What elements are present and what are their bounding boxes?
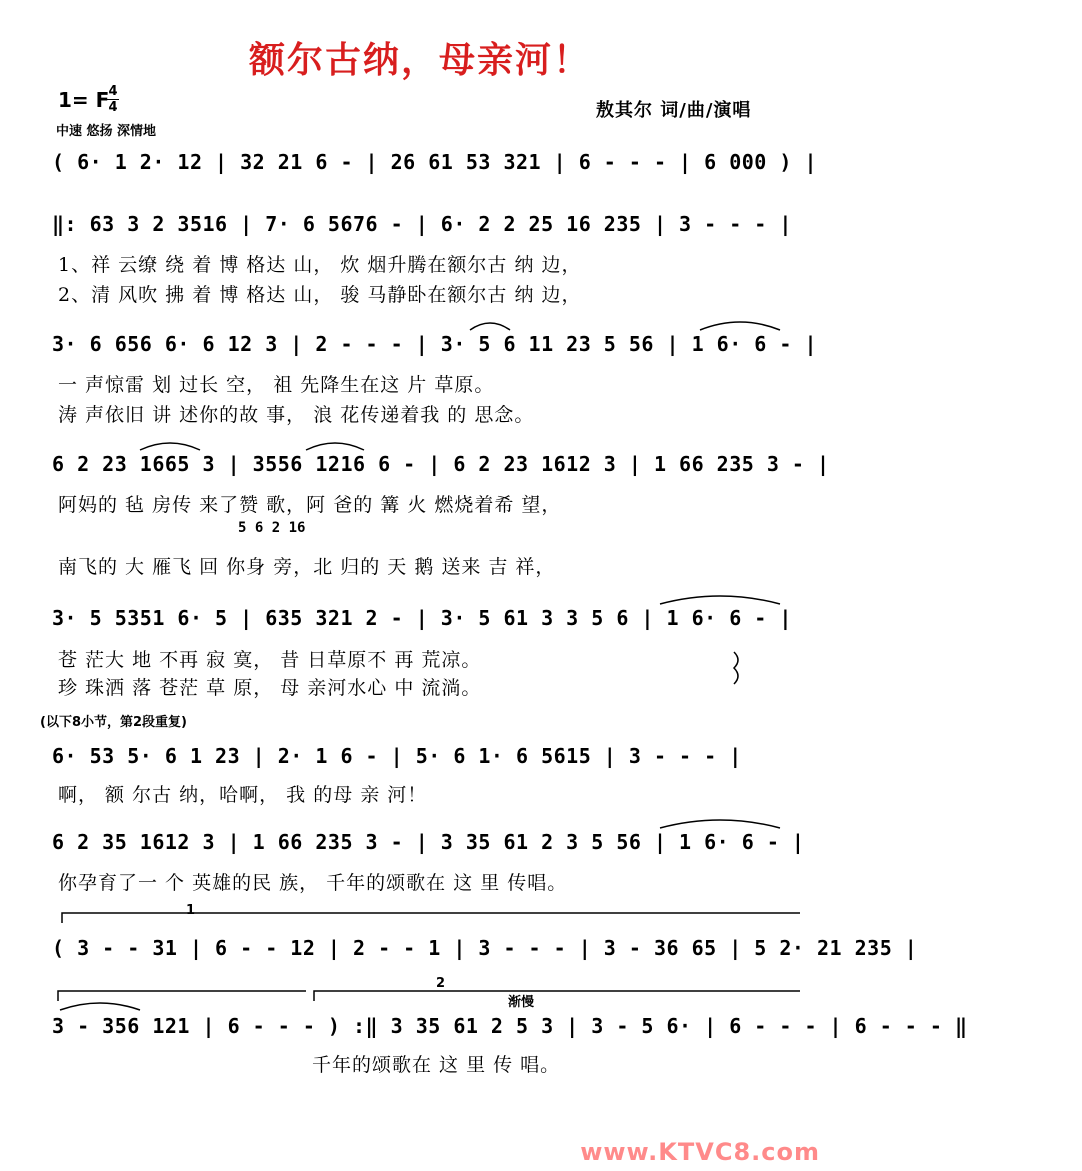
- lyric-4b: 南飞的 大 雁飞 回 你身 旁，北 归的 天 鹅 送来 吉 祥，: [58, 556, 556, 578]
- repeat-note: (以下8小节，第2段重复): [40, 715, 187, 730]
- lyric-2a: 1、祥 云缭 绕 着 博 格达 山， 炊 烟升腾在额尔古 纳 边，: [58, 254, 582, 276]
- lyric-6: 啊， 额 尔古 纳，哈啊， 我 的母 亲 河！: [58, 784, 428, 806]
- lyric-9: 千年的颂歌在 这 里 传 唱。: [312, 1054, 561, 1076]
- ritardando-marking: 渐慢: [508, 995, 535, 1010]
- tempo-marking: 中速 悠扬 深情地: [56, 124, 157, 139]
- score-line-4: 6 2 23 1665 3 | 3556 1216 6 - | 6 2 23 1612 3 | 1 66 235 3 - |: [52, 452, 830, 476]
- lyric-2b: 2、清 风吹 拂 着 博 格达 山， 骏 马静卧在额尔古 纳 边，: [58, 284, 582, 306]
- score-line-6: 6· 53 5· 6 1 23 | 2· 1 6 - | 5· 6 1· 6 5615 | 3 - - - |: [52, 744, 742, 768]
- slur-6: [660, 820, 780, 828]
- lyric-3b: 涛 声依旧 讲 述你的故 事， 浪 花传递着我 的 思念。: [58, 404, 535, 426]
- slur-2: [700, 322, 780, 330]
- lyric-brace: [734, 652, 738, 684]
- score-line-1: ( 6· 1 2· 12 | 32 21 6 - | 26 61 53 321 | 6 - - - | 6 000 ) |: [52, 150, 818, 174]
- lyric-5a: 苍 茫大 地 不再 寂 寞， 昔 日草原不 再 荒凉。: [58, 649, 482, 671]
- slur-1: [470, 323, 510, 330]
- score-line-5: 3· 5 5351 6· 5 | 635 321 2 - | 3· 5 61 3 3 5 6 | 1 6· 6 - |: [52, 606, 792, 630]
- key-signature: 1= F: [58, 88, 110, 112]
- lyric-3a: 一 声惊雷 划 过长 空， 祖 先降生在这 片 草原。: [58, 374, 495, 396]
- lyric-4a: 阿妈的 毡 房传 来了赞 歌，阿 爸的 篝 火 燃烧着希 望，: [58, 494, 562, 516]
- variant-notes: 5 6 2 16: [238, 520, 306, 536]
- slur-5: [660, 596, 780, 604]
- score-line-2: ‖: 63 3 2 3516 | 7· 6 5676 - | 6· 2 2 25 16 235 | 3 - - - |: [52, 212, 792, 236]
- author-credit: 敖其尔 词/曲/演唱: [596, 100, 752, 121]
- volta-2-label: 2: [436, 976, 446, 991]
- volta-1-label: 1: [186, 903, 196, 918]
- score-line-9: 3 - 356 121 | 6 - - - ) :‖ 3 35 61 2 5 3 | 3 - 5 6· | 6 - - - | 6 - - - ‖: [52, 1014, 968, 1038]
- slur-7: [60, 1003, 140, 1010]
- score-line-8: ( 3 - - 31 | 6 - - 12 | 2 - - 1 | 3 - - - | 3 - 36 65 | 5 2· 21 235 |: [52, 936, 918, 960]
- slur-3: [140, 443, 200, 450]
- score-line-3: 3· 6 656 6· 6 12 3 | 2 - - - | 3· 5 6 11 23 5 56 | 1 6· 6 - |: [52, 332, 818, 356]
- song-title: 额尔古纳，母亲河！: [248, 40, 591, 81]
- lyric-5b: 珍 珠洒 落 苍茫 草 原， 母 亲河水心 中 流淌。: [58, 677, 482, 699]
- watermark: www.KTVC8.com: [580, 1138, 820, 1166]
- volta-2-bracket: [314, 991, 800, 1001]
- volta-1-bracket: [62, 913, 800, 923]
- score-line-7: 6 2 35 1612 3 | 1 66 235 3 - | 3 35 61 2 3 5 56 | 1 6· 6 - |: [52, 830, 805, 854]
- time-top: 4: [108, 84, 118, 99]
- ending-bracket: [58, 991, 306, 1001]
- slur-4: [306, 443, 364, 450]
- lyric-7: 你孕育了一 个 英雄的民 族， 千年的颂歌在 这 里 传唱。: [58, 872, 568, 894]
- time-bottom: 4: [108, 100, 118, 115]
